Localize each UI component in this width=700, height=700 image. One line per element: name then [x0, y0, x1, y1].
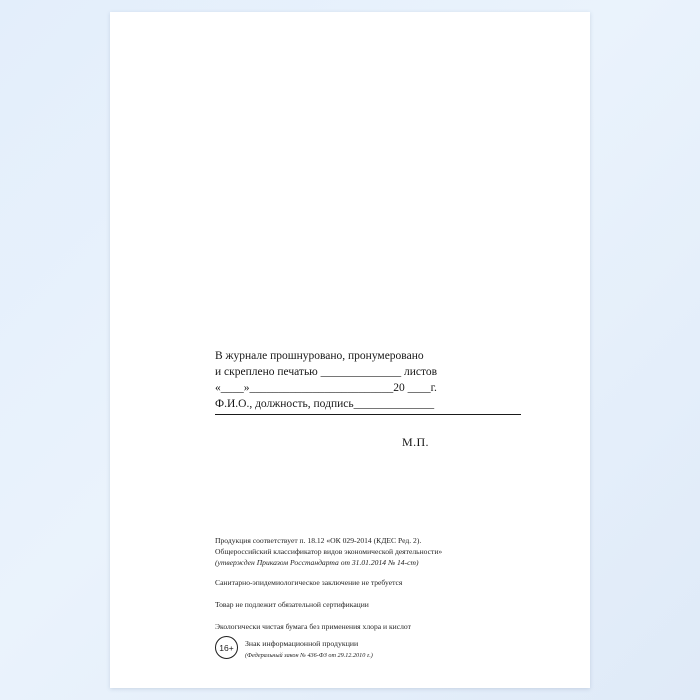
info-mark-law: (Федеральный закон № 436-ФЗ от 29.12.2010 г.) [245, 652, 373, 659]
info-mark-title: Знак информационной продукции [245, 639, 359, 648]
age-rating-badge: 16+ [215, 636, 238, 659]
attestation-underline [215, 414, 521, 415]
attestation-line-1: В журнале прошнуровано, пронумеровано [215, 350, 424, 362]
page-content [110, 12, 590, 688]
legal-block [215, 535, 545, 643]
compliance-line-2: Общероссийский классификатор видов экономической деятельности» [215, 547, 443, 556]
compliance-paragraph [215, 535, 545, 568]
compliance-line-1: Продукция соответствует п. 18.12 «ОК 029-2014 (КДЕС Ред. 2). [215, 536, 422, 545]
attestation-line-4: Ф.И.О., должность, подпись______________ [215, 398, 435, 410]
sanitary-note: Санитарно-эпидемиологическое заключение не требуется [215, 578, 403, 587]
stamp-place-label: М.П. [402, 435, 429, 449]
compliance-line-3: (утвержден Приказом Росстандарта от 31.01.2014 № 14-ст) [215, 558, 419, 567]
attestation-line-2: и скреплено печатью ______________ листов [215, 366, 438, 378]
paper-note: Экологически чистая бумага без применения хлора и кислот [215, 622, 411, 631]
attestation-block [215, 348, 535, 415]
info-mark-text [245, 635, 373, 661]
attestation-line-3: «____»_________________________20 ____г. [215, 382, 437, 394]
info-product-mark-row [215, 635, 545, 661]
certification-note: Товар не подлежит обязательной сертификации [215, 600, 369, 609]
document-page [110, 12, 590, 688]
